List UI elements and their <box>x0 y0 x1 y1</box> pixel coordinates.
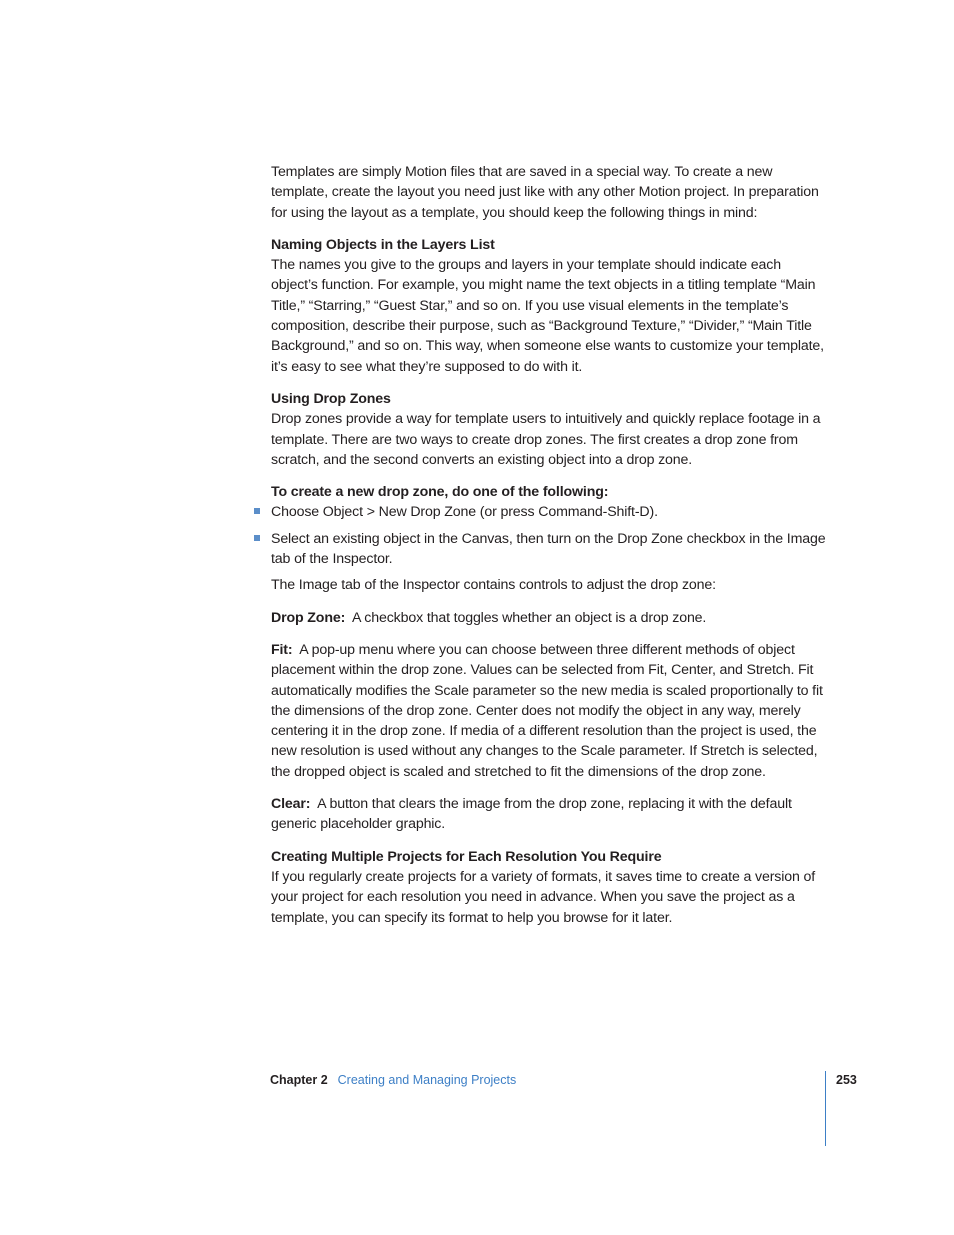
task-heading: To create a new drop zone, do one of the following: <box>271 484 609 501</box>
body-multiple-projects: If you regularly create projects for a variety of formats, it saves time to create a version of your project for each resolution you need in advance. When you save the project as a template, you can specify its format to help you browse for it later. <box>271 868 816 926</box>
heading-using-drop-zones: Using Drop Zones <box>271 390 391 407</box>
definition-text: A pop-up menu where you can choose between three different methods of object placement within the drop zone. Values can be selected from Fit, Center, and Stretch. Fit automatically modifies the Scale parameter so the new media is scaled proportionally to fit the dimensions of the drop zone. Center does not modify the object in any way, merely centering it in the drop zone. If media of a different resolution than the project is used, the new resolution is used without any changes to the Scale parameter. If Stretch is selected, the dropped object is scaled and stretched to fit the dimensions of the drop zone. <box>271 641 823 780</box>
term-fit: Fit: <box>271 641 293 658</box>
square-bullet-icon <box>254 535 260 541</box>
list-item <box>271 502 827 522</box>
term-drop-zone: Drop Zone: <box>271 609 346 626</box>
definition-drop-zone <box>271 608 827 628</box>
definition-text: A checkbox that toggles whether an object is a drop zone. <box>351 609 707 626</box>
page-number: 253 <box>836 1073 857 1087</box>
task-bullet-list <box>271 502 827 569</box>
body-naming-objects: The names you give to the groups and layers in your template should indicate each object’s function. For example, you might name the text objects in a titling template “Main Title,” “Starring,” “Guest Star,” and so on. If you use visual elements in the template’s composition, describe their purpose, such as “Background Texture,” “Divider,” “Main Title Background,” and so on. This way, when someone else wants to customize your template, it’s easy to see what they’re supposed to do with it. <box>271 257 824 375</box>
page-content <box>271 162 827 940</box>
footer-chapter-title: Creating and Managing Projects <box>337 1073 517 1087</box>
term-clear: Clear: <box>271 796 311 813</box>
footer-divider <box>825 1071 826 1146</box>
footer-chapter-label: Chapter 2 <box>270 1073 328 1087</box>
page-footer <box>270 1072 516 1088</box>
definition-clear <box>271 794 827 835</box>
list-item <box>271 529 827 570</box>
intro-paragraph: Templates are simply Motion files that are saved in a special way. To create a new template, create the layout you need just like with any other Motion project. In preparation for using the layout as a template, you should keep the following things in mind: <box>271 164 819 221</box>
body-using-drop-zones: Drop zones provide a way for template users to intuitively and quickly replace footage in a template. There are two ways to create drop zones. The first creates a drop zone from scratch, and the second converts an existing object into a drop zone. <box>271 411 821 468</box>
heading-multiple-projects: Creating Multiple Projects for Each Resolution You Require <box>271 848 662 865</box>
definition-fit <box>271 640 827 782</box>
heading-naming-objects: Naming Objects in the Layers List <box>271 236 495 253</box>
inspector-intro: The Image tab of the Inspector contains controls to adjust the drop zone: <box>271 577 716 594</box>
definition-text: A button that clears the image from the drop zone, replacing it with the default generic placeholder graphic. <box>271 796 792 833</box>
square-bullet-icon <box>254 508 260 514</box>
bullet-text: Choose Object > New Drop Zone (or press Command-Shift-D). <box>271 504 658 521</box>
bullet-text: Select an existing object in the Canvas, then turn on the Drop Zone checkbox in the Image tab of the Inspector. <box>271 530 826 568</box>
